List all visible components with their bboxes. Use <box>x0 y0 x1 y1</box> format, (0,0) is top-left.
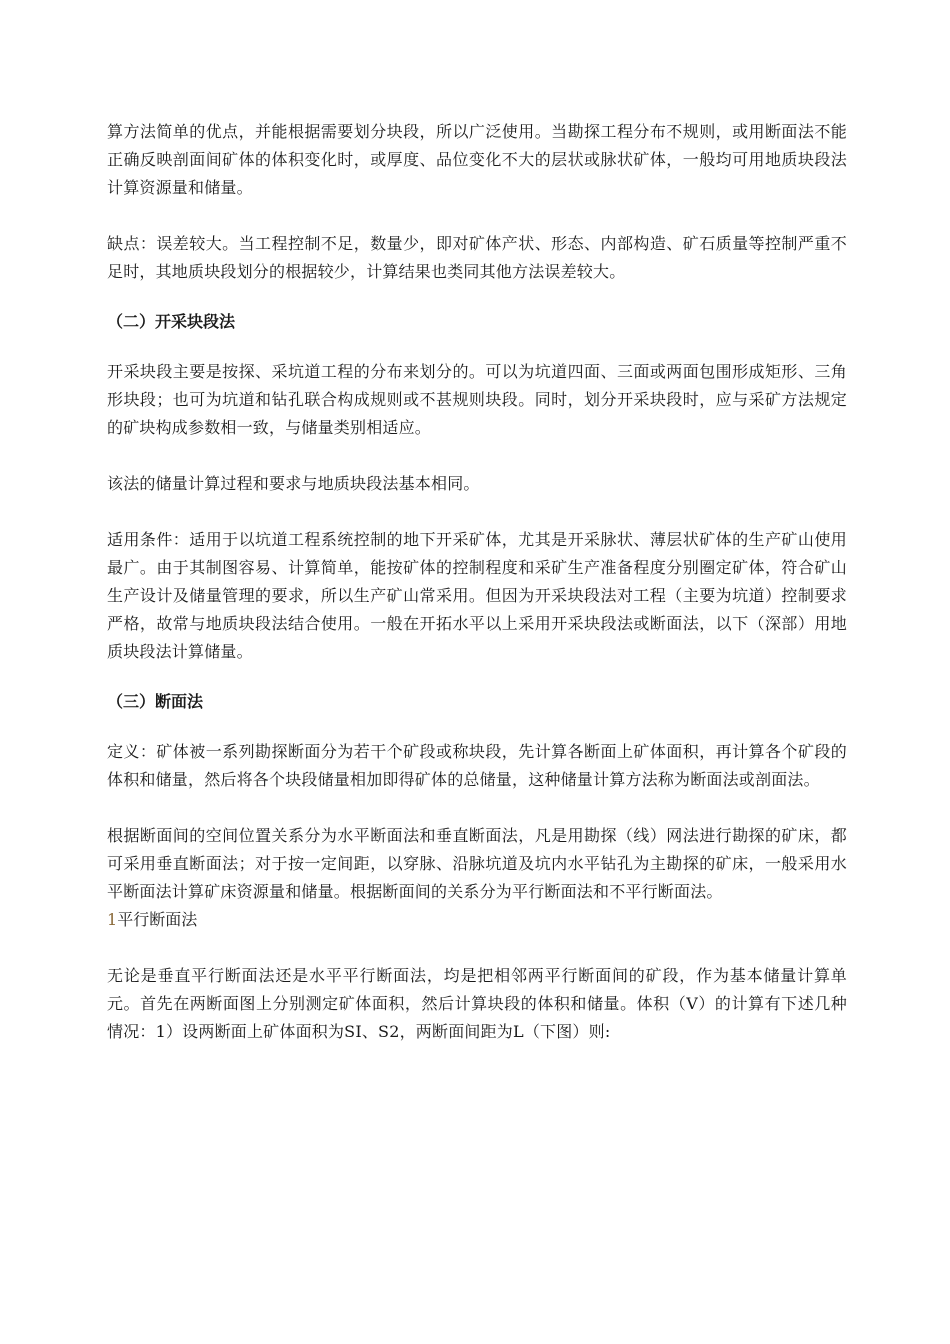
subheading-text: 平行断面法 <box>117 910 198 929</box>
paragraph-block-method-disadvantages: 缺点：误差较大。当工程控制不足，数量少，即对矿体产状、形态、内部构造、矿石质量等控制严重不足时，其地质块段划分的根据较少，计算结果也类同其他方法误差较大。 <box>107 234 847 281</box>
section-heading-mining-block: （二）开采块段法 <box>107 312 236 331</box>
section-heading-section-method: （三）断面法 <box>107 692 204 711</box>
paragraph-block-method-advantages: 算方法简单的优点，并能根据需要划分块段，所以广泛使用。当勘探工程分布不规则，或用断面法不能正确反映剖面间矿体的体积变化时，或厚度、品位变化不大的层状或脉状矿体，一般均可用地质块段法计算资源量和储量。 <box>107 122 847 197</box>
paragraph-section-method-types: 根据断面间的空间位置关系分为水平断面法和垂直断面法，凡是用勘探（线）网法进行勘探的矿床，都可采用垂直断面法；对于按一定间距，以穿脉、沿脉坑道及坑内水平钻孔为主勘探的矿床，一般采用水平断面法计算矿床资源量和储量。根据断面间的关系分为平行断面法和不平行断面法。 <box>107 826 847 901</box>
subheading-parallel-section <box>107 906 847 934</box>
subheading-number: 1 <box>107 910 118 929</box>
paragraph-mining-block-conditions: 适用条件：适用于以坑道工程系统控制的地下开采矿体，尤其是开采脉状、薄层状矿体的生产矿山使用最广。由于其制图容易、计算简单，能按矿体的控制程度和采矿生产准备程度分别圈定矿体，符合矿山生产设计及储量管理的要求，所以生产矿山常采用。但因为开采块段法对工程（主要为坑道）控制要求严格，故常与地质块段法结合使用。一般在开拓水平以上采用开采块段法或断面法，以下（深部）用地质块段法计算储量。 <box>107 530 847 661</box>
paragraph-parallel-section-description: 无论是垂直平行断面法还是水平平行断面法，均是把相邻两平行断面间的矿段，作为基本储量计算单元。首先在两断面图上分别测定矿体面积，然后计算块段的体积和储量。体积（V）的计算有下述几种情况：1）设两断面上矿体面积为SI、S2，两断面间距为L（下图）则: <box>107 966 847 1041</box>
paragraph-section-method-definition: 定义：矿体被一系列勘探断面分为若干个矿段或称块段，先计算各断面上矿体面积，再计算各个矿段的体积和储量，然后将各个块段储量相加即得矿体的总储量，这种储量计算方法称为断面法或剖面法。 <box>107 742 847 789</box>
paragraph-mining-block-process: 该法的储量计算过程和要求与地质块段法基本相同。 <box>107 474 480 493</box>
paragraph-mining-block-definition: 开采块段主要是按探、采坑道工程的分布来划分的。可以为坑道四面、三面或两面包围形成矩形、三角形块段；也可为坑道和钻孔联合构成规则或不甚规则块段。同时，划分开采块段时，应与采矿方法规定的矿块构成参数相一致，与储量类别相适应。 <box>107 362 847 437</box>
document-page <box>107 118 847 1046</box>
